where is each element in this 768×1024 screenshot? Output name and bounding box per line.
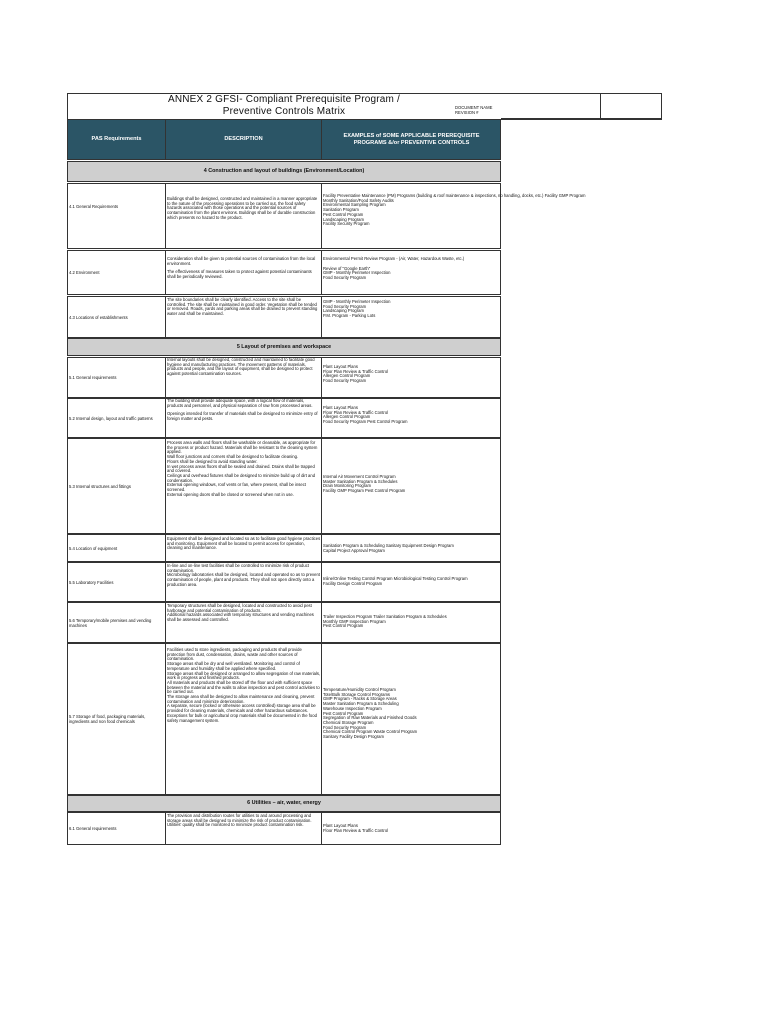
description-cell: The building shall provide adequate space, with a logical flow of materials, products and personnel, and physical separation of raw from processed areas. Openings intended for transfer of materials shall be designed to minimize entry of foreign matter and pests. (167, 398, 318, 422)
requirement-cell: 5.5 Laboratory Facilities (69, 579, 114, 585)
column-divider (321, 183, 322, 249)
description-cell: The provision and distribution routes for utilities to and around processing and storage areas shall be designed to minimize the risk of product contamination. Utilities' quality shall be monitored to minimize product contamination risk. (167, 813, 312, 828)
examples-cell: Plant Layout Plans Floor Plan Review & Traffic Control (323, 823, 389, 833)
column-divider (165, 643, 166, 795)
examples-cell: Temperature/Humidity Control Program Tote/Bulk Storage Control Programs GMP Program - Racks & Storage Areas Master Sanitation Program & Scheduling Warehouse Inspection Program Pest Control Program Segregation of Raw Materials and Finished Goods Chemical Storage Program Food Security Program Chemical Control Program Waste Control Program Sanitary Facility Design Program (323, 687, 418, 740)
column-divider (165, 250, 166, 295)
examples-cell: Plant Layout Plans Floor Plan Review & Traffic Control Allergen Control Program Food Security Program (323, 364, 389, 384)
header-pas-requirements: PAS Requirements (91, 136, 142, 142)
section-heading: 4 Construction and layout of buildings (Environment/Location) (67, 161, 501, 182)
header-description: DESCRIPTION (224, 136, 263, 142)
description-cell: Consideration shall be given to potential sources of contamination from the local environment. The effectiveness of measures taken to protect against potential contaminants shall be periodically reviewed. (167, 256, 316, 280)
description-cell: Facilities used to store ingredients, packaging and products shall provide protection from dust, condensation, drains, waste and other sources of contamination. Storage areas shall be dry and well ventilated. Monitoring and control of temperature and humidity shall be applied where specified. Storage areas shall be designed or arranged to allow segregation of raw materials, work in progress and finished products. All materials and products shall be stored off the floor and with sufficient space between the material and the walls to allow inspection and pest control activities to be carried out. The storage area shall be designed to allow maintenance and cleaning, prevent contamination and minimize deterioration. A separate, secure (locked or otherwise access controlled) storage area shall be provided for cleaning materials, chemicals and other hazardous substances. Exceptions for bulk or agricultural crop materials shall be documented in the food safety management system. (167, 647, 321, 723)
column-divider (321, 562, 322, 602)
examples-cell: Facility Preventative Maintenance (PM) Programs (building & roof maintenance & inspections, no handling, docks, etc.) Facility GMP Program Monthly Sanitation/Food Safety Audits Environmental Sampling Program Sanitation Program Pest Control Program Landscaping Program Facility Security Program (323, 193, 586, 227)
column-divider (321, 602, 322, 643)
column-divider (165, 398, 166, 438)
description-cell: Process area walls and floors shall be washable or cleanable, as appropriate for the process or product hazard. Materials shall be resistant to the cleaning system applied. Wall floor junctions and corners shall be designed to facilitate cleaning. Floors shall be designed to avoid standing water. In wet process areas floors shall be sealed and drained. Drains shall be trapped and covered. Ceilings and overhead fixtures shall be designed to minimize build up of dirt and condensation. External opening windows, roof vents or fan, where present, shall be insect screened. External opening doors shall be closed or screened when not in use. (167, 440, 318, 497)
column-divider (321, 812, 322, 845)
section-heading: 6 Utilities – air, water, energy (67, 795, 501, 812)
requirement-cell: 4.3 Locations of establishments (69, 314, 128, 320)
description-cell: Temporary structures shall be designed, located and constructed to avoid pest harborage and potential contamination of products. Additional hazards associated with temporary structures and vending machines shall be assessed and controlled. (167, 603, 314, 623)
column-divider (165, 438, 166, 534)
column-divider (321, 643, 322, 795)
requirement-cell: 5.6 Temporary/mobile premises and vending machines (69, 617, 152, 628)
requirement-cell: 4.1 General Requirements (69, 203, 119, 209)
description-cell: Equipment shall be designed and located so as to facilitate good hygiene practices and monitoring. Equipment shall be located to permit access for operation, cleaning and maintenance. (167, 536, 321, 551)
examples-cell: Trailer Inspection Program Trailer Sanitation Program & Schedules Monthly GMP Inspection Program Pest Control Program (323, 614, 447, 629)
examples-cell: GMP - Monthly Perimeter Inspection Food Security Program Landscaping Program P.M. Program - Parking Lots (323, 299, 391, 319)
requirement-cell: 6.1 General requirements (69, 826, 117, 831)
description-cell: Buildings shall be designed, constructed and maintained in a manner appropriate to the nature of the processing operations to be carried out, the food safety hazards associated with those operations and the potential sources of contamination from the plant environs. Buildings shall be of durable construction which presents no hazard to the product. (167, 196, 318, 220)
column-divider (321, 398, 322, 438)
requirement-cell: 5.1 General requirements (69, 375, 117, 380)
column-divider (321, 438, 322, 534)
section-heading: 5 Layout of premises and workspace (67, 338, 501, 356)
column-divider (165, 183, 166, 249)
examples-cell: Sanitation Program & Scheduling Sanitary Equipment Design Program Capital Project Approval Program (323, 543, 454, 553)
description-cell: In-line and on-line test facilities shall be controlled to minimize risk of product contamination. Microbiology laboratories shall be designed, located and operated so as to prevent contamination of people, plant and products. They shall not open directly onto a production area. (167, 563, 320, 587)
requirement-cell: 5.3 Internal structures and fittings (69, 483, 131, 489)
requirement-cell: 5.4 Location of equipment (69, 545, 118, 551)
column-divider (165, 296, 166, 338)
document-info-value-cell (600, 93, 662, 120)
column-divider (321, 296, 322, 338)
column-divider (165, 812, 166, 845)
examples-cell: Inline/Online Testing Control Program Microbiological Testing Control Program Facility Design Control Program (323, 576, 468, 586)
document-name-label: DOCUMENT NAME (455, 105, 493, 110)
column-divider (165, 534, 166, 562)
column-divider (321, 250, 322, 295)
examples-cell: Plant Layout Plans Floor Plan Review & Traffic Control Allergen Control Program Food Security Program Pest Control Program (323, 405, 408, 425)
header-examples: EXAMPLES of SOME APPLICABLE PREREQUISITE PROGRAMS &/or PREVENTIVE CONTROLS (343, 132, 480, 146)
column-divider (321, 534, 322, 562)
description-cell: Internal layouts shall be designed, constructed and maintained to facilitate good hygiene and manufacturing practices. The movement patterns of materials, products and people, and the layout of equipment, shall be designed to protect against potential contamination sources. (167, 357, 315, 377)
requirement-cell: 5.2 Internal design, layout and traffic patterns (69, 415, 153, 421)
column-divider (321, 357, 322, 398)
examples-cell: Environmental Permit Review Program - (Air, Water, Hazardous Waste, etc.) Review of "Google Earth" GMP - Monthly Perimeter Inspection Food Security Program (323, 256, 465, 281)
document-title: ANNEX 2 GFSI- Compliant Prerequisite Program / Preventive Controls Matrix (167, 94, 401, 117)
requirement-cell: 4.2 Environment (69, 270, 100, 275)
column-divider (165, 562, 166, 602)
revision-label: REVISION # (455, 110, 479, 115)
column-divider (165, 602, 166, 643)
column-divider (165, 357, 166, 398)
requirement-cell: 5.7 Storage of food, packaging materials, ingredients and non food chemicals (69, 714, 146, 724)
examples-cell: Internal Air Movement Control Program Master Sanitation Program & Schedules Drain Monitoring Program Facility GMP Program Pest Control Program (323, 474, 406, 494)
description-cell: The site boundaries shall be clearly identified. Access to the site shall be controlled. The site shall be maintained in good order. Vegetation shall be tended or removed. Roads, yards and parking areas shall be drained to prevent standing water and shall be maintained. (167, 297, 318, 317)
